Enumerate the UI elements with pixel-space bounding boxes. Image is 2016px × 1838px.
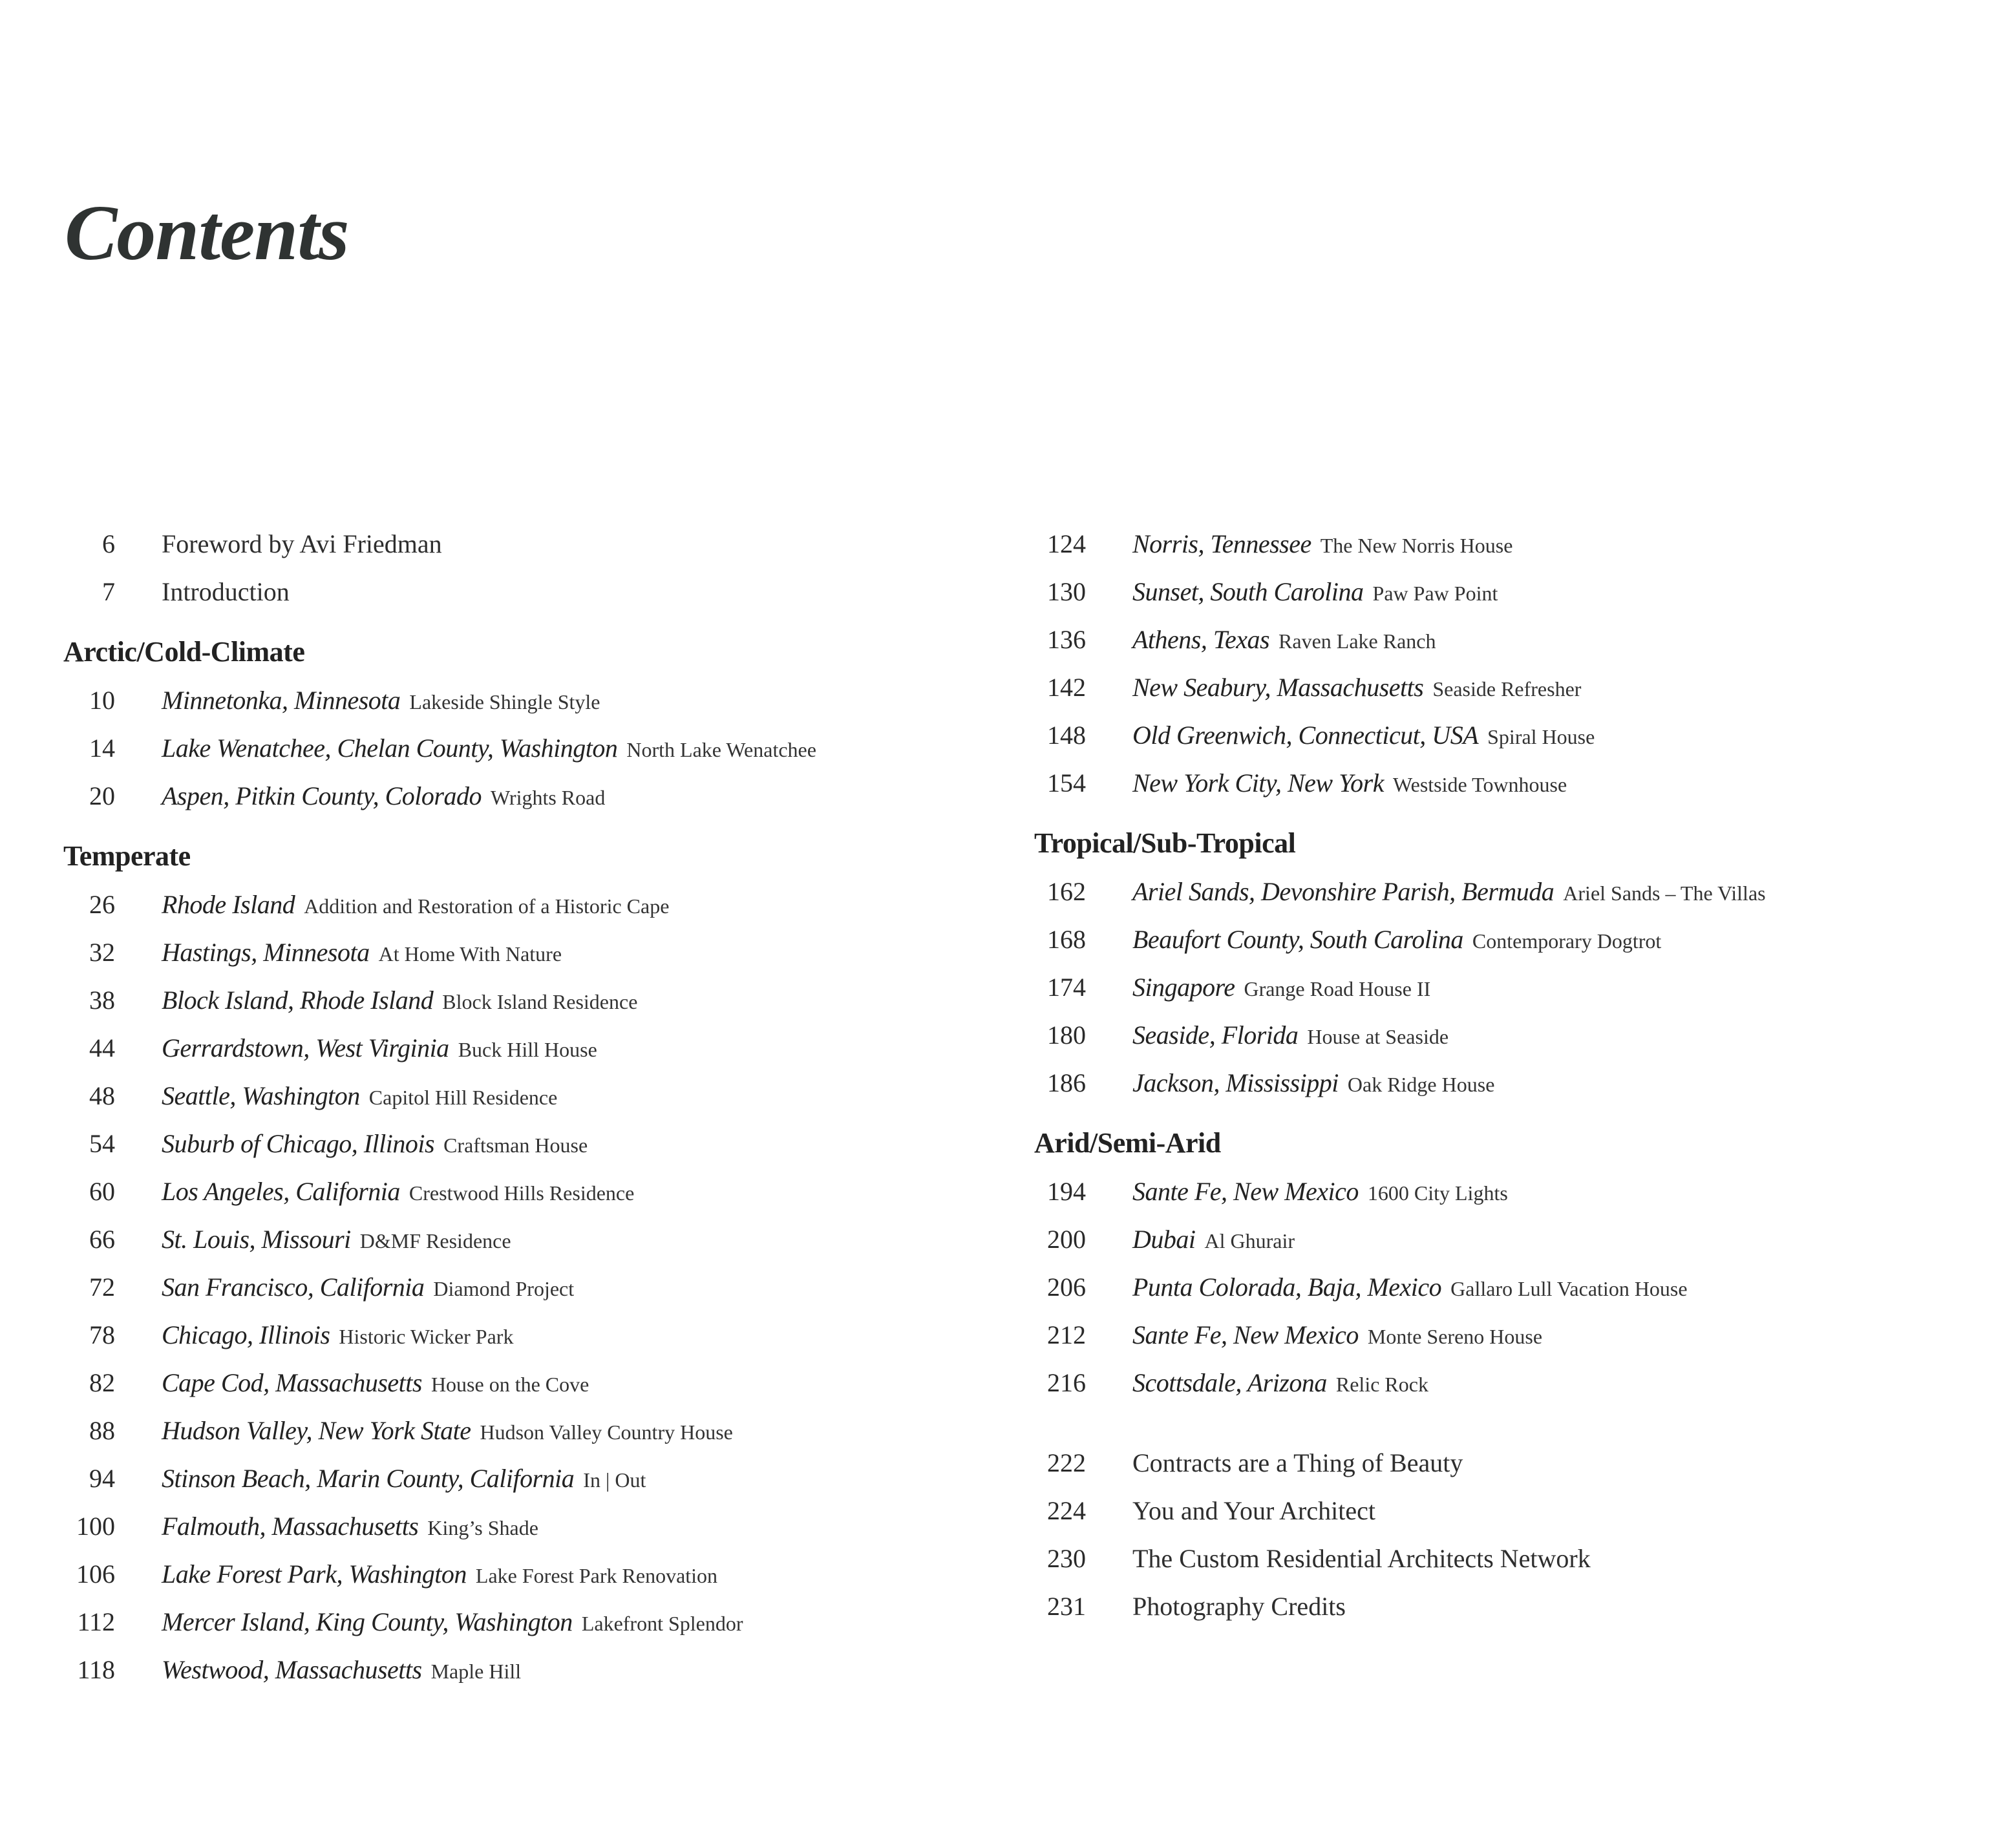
toc-entry[interactable] [1034, 568, 1971, 616]
page-number: 200 [1047, 1225, 1086, 1254]
entry-project: Spiral House [1487, 725, 1595, 748]
entry-location: Seaside, Florida [1132, 1020, 1299, 1050]
toc-entry-back-matter[interactable] [1034, 1439, 1971, 1487]
toc-entry[interactable] [63, 1120, 1001, 1168]
toc-entry[interactable] [63, 1503, 1001, 1550]
page-number: 186 [1047, 1068, 1086, 1097]
entry-project: Lake Forest Park Renovation [475, 1564, 718, 1587]
entry-project: Lakefront Splendor [581, 1612, 743, 1635]
entry-project: Hudson Valley Country House [480, 1421, 733, 1444]
toc-entry[interactable] [63, 724, 1001, 772]
page-number: 224 [1047, 1496, 1086, 1525]
entry-location: Sunset, South Carolina [1132, 577, 1364, 606]
page-number: 72 [89, 1273, 115, 1302]
entry-location: New York City, New York [1132, 768, 1384, 798]
page-number: 162 [1047, 877, 1086, 906]
entry-project: Westside Townhouse [1392, 773, 1567, 796]
page-number: 78 [89, 1320, 115, 1349]
entry-location: San Francisco, California [162, 1273, 425, 1302]
entry-project: Block Island Residence [442, 990, 638, 1013]
entry-location: Stinson Beach, Marin County, California [162, 1464, 575, 1493]
entry-project: The New Norris House [1320, 534, 1513, 557]
toc-entry-back-matter[interactable] [1034, 1583, 1971, 1631]
toc-entry[interactable] [1034, 1059, 1971, 1107]
entry-project: Al Ghurair [1204, 1229, 1295, 1252]
entry-project: Buck Hill House [458, 1038, 597, 1061]
page-number: 206 [1047, 1273, 1086, 1302]
entry-location: Lake Forest Park, Washington [162, 1559, 467, 1589]
entry-location: Jackson, Mississippi [1132, 1068, 1339, 1097]
page-number: 230 [1047, 1544, 1086, 1573]
entry-location: Gerrardstown, West Virginia [162, 1033, 449, 1062]
page-number: 7 [102, 577, 115, 606]
entry-location: New Seabury, Massachusetts [1132, 673, 1424, 702]
page-number: 118 [77, 1655, 115, 1684]
page-number: 174 [1047, 973, 1086, 1002]
toc-entry[interactable] [1034, 759, 1971, 807]
page-number: 26 [89, 890, 115, 919]
page-number: 82 [89, 1368, 115, 1397]
toc-entry[interactable] [63, 1263, 1001, 1311]
entry-project: Monte Sereno House [1367, 1325, 1543, 1348]
entry-project: Grange Road House II [1244, 977, 1431, 1000]
entry-project: Addition and Restoration of a Historic Cape [304, 894, 670, 918]
toc-entry[interactable] [1034, 712, 1971, 759]
entry-project: Maple Hill [430, 1660, 522, 1683]
toc-entry[interactable] [63, 1216, 1001, 1263]
page-number: 38 [89, 986, 115, 1015]
toc-entry[interactable] [63, 772, 1001, 820]
toc-entry[interactable] [63, 1359, 1001, 1407]
section-heading-temperate: Temperate [63, 840, 191, 872]
page-number: 44 [89, 1033, 115, 1062]
entry-location: Norris, Tennessee [1132, 529, 1311, 558]
entry-project: Contemporary Dogtrot [1472, 929, 1662, 953]
entry-location: Suburb of Chicago, Illinois [162, 1129, 435, 1158]
entry-location: Ariel Sands, Devonshire Parish, Bermuda [1132, 877, 1554, 906]
toc-entry[interactable] [1034, 916, 1971, 964]
entry-location: Punta Colorada, Baja, Mexico [1132, 1273, 1442, 1302]
entry-project: Craftsman House [443, 1134, 588, 1157]
toc-entry[interactable] [63, 1550, 1001, 1598]
page-number: 10 [89, 686, 115, 715]
page-number: 66 [89, 1225, 115, 1254]
entry-location: Sante Fe, New Mexico [1132, 1177, 1359, 1206]
toc-entry[interactable] [1034, 1359, 1971, 1407]
page-number: 180 [1047, 1020, 1086, 1050]
page-number: 14 [89, 734, 115, 763]
page-number: 142 [1047, 673, 1086, 702]
entry-project: Oak Ridge House [1347, 1073, 1495, 1096]
page-number: 88 [89, 1416, 115, 1445]
entry-location: Athens, Texas [1132, 625, 1270, 654]
page-number: 148 [1047, 721, 1086, 750]
entry-title: Photography Credits [1132, 1592, 1346, 1621]
entry-project: At Home With Nature [378, 942, 562, 966]
toc-entry[interactable] [1034, 1263, 1971, 1311]
entry-location: Dubai [1132, 1225, 1196, 1254]
page-number: 100 [76, 1512, 115, 1541]
toc-entry[interactable] [63, 929, 1001, 977]
entry-title: Contracts are a Thing of Beauty [1132, 1448, 1463, 1477]
entry-title: Introduction [162, 577, 290, 606]
toc-entry[interactable] [1034, 520, 1971, 568]
entry-project: North Lake Wenatchee [626, 738, 816, 761]
toc-entry[interactable] [1034, 664, 1971, 712]
page-number: 54 [89, 1129, 115, 1158]
toc-left-column [63, 520, 1001, 1694]
entry-project: Gallaro Lull Vacation House [1450, 1277, 1688, 1300]
toc-entry-foreword[interactable] [63, 520, 1001, 568]
entry-project: Seaside Refresher [1432, 677, 1582, 701]
page-number: 168 [1047, 925, 1086, 954]
toc-entry[interactable] [1034, 1216, 1971, 1263]
page-number: 94 [89, 1464, 115, 1493]
toc-entry[interactable] [1034, 964, 1971, 1011]
page-number: 194 [1047, 1177, 1086, 1206]
entry-project: Crestwood Hills Residence [409, 1181, 635, 1205]
page-number: 130 [1047, 577, 1086, 606]
page-number: 60 [89, 1177, 115, 1206]
section-heading-tropical: Tropical/Sub-Tropical [1034, 827, 1296, 859]
entry-location: Hudson Valley, New York State [162, 1416, 471, 1445]
entry-project: 1600 City Lights [1367, 1181, 1508, 1205]
toc-entry[interactable] [63, 1646, 1001, 1694]
entry-location: Aspen, Pitkin County, Colorado [162, 781, 482, 810]
entry-title: Foreword by Avi Friedman [162, 529, 442, 558]
entry-project: Relic Rock [1335, 1373, 1428, 1396]
entry-project: Raven Lake Ranch [1279, 629, 1436, 653]
toc-entry[interactable] [63, 1024, 1001, 1072]
page-number: 48 [89, 1081, 115, 1110]
toc-entry[interactable] [1034, 616, 1971, 664]
entry-project: Lakeside Shingle Style [409, 690, 600, 713]
entry-location: Falmouth, Massachusetts [162, 1512, 419, 1541]
page-number: 124 [1047, 529, 1086, 558]
page-number: 6 [102, 529, 115, 558]
section-spacer [1034, 1407, 1971, 1439]
entry-location: Lake Wenatchee, Chelan County, Washington [162, 734, 618, 763]
entry-location: Rhode Island [162, 890, 295, 919]
page-number: 212 [1047, 1320, 1086, 1349]
entry-location: Los Angeles, California [162, 1177, 400, 1206]
toc-entry[interactable] [63, 677, 1001, 724]
toc-entry[interactable] [63, 1311, 1001, 1359]
page-number: 231 [1047, 1592, 1086, 1621]
toc-entry[interactable] [1034, 1011, 1971, 1059]
entry-project: Wrights Road [490, 786, 606, 809]
entry-location: Minnetonka, Minnesota [162, 686, 401, 715]
page-number: 112 [77, 1607, 115, 1636]
toc-entry[interactable] [1034, 1168, 1971, 1216]
toc-entry-introduction[interactable] [63, 568, 1001, 616]
toc-entry[interactable] [63, 1455, 1001, 1503]
page-number: 154 [1047, 768, 1086, 798]
page-number: 106 [76, 1559, 115, 1589]
entry-project: D&MF Residence [359, 1229, 511, 1252]
entry-project: Capitol Hill Residence [368, 1086, 558, 1109]
entry-location: Block Island, Rhode Island [162, 986, 434, 1015]
entry-location: Seattle, Washington [162, 1081, 360, 1110]
entry-project: House at Seaside [1307, 1025, 1449, 1048]
toc-entry[interactable] [1034, 868, 1971, 916]
page-title: Contents [65, 189, 349, 277]
entry-location: Hastings, Minnesota [162, 938, 370, 967]
toc-entry[interactable] [63, 977, 1001, 1024]
entry-location: Singapore [1132, 973, 1235, 1002]
entry-location: Westwood, Massachusetts [162, 1655, 422, 1684]
entry-location: Scottsdale, Arizona [1132, 1368, 1327, 1397]
entry-project: In | Out [583, 1468, 646, 1492]
entry-project: Paw Paw Point [1372, 582, 1498, 605]
page-number: 216 [1047, 1368, 1086, 1397]
page-number: 20 [89, 781, 115, 810]
entry-location: Mercer Island, King County, Washington [162, 1607, 573, 1636]
toc-entry[interactable] [63, 881, 1001, 929]
entry-project: Ariel Sands – The Villas [1563, 882, 1766, 905]
section-heading-arctic: Arctic/Cold-Climate [63, 636, 305, 668]
toc-entry-back-matter[interactable] [1034, 1487, 1971, 1535]
entry-location: Sante Fe, New Mexico [1132, 1320, 1359, 1349]
entry-title: The Custom Residential Architects Network [1132, 1544, 1591, 1573]
entry-location: Beaufort County, South Carolina [1132, 925, 1463, 954]
section-heading-arid: Arid/Semi-Arid [1034, 1127, 1221, 1159]
toc-entry[interactable] [63, 1598, 1001, 1646]
entry-project: House on the Cove [430, 1373, 589, 1396]
entry-project: Diamond Project [433, 1277, 575, 1300]
toc-entry[interactable] [63, 1407, 1001, 1455]
entry-title: You and Your Architect [1132, 1496, 1375, 1525]
entry-location: Chicago, Illinois [162, 1320, 330, 1349]
toc-entry-back-matter[interactable] [1034, 1535, 1971, 1583]
page-number: 136 [1047, 625, 1086, 654]
toc-entry[interactable] [1034, 1311, 1971, 1359]
page-number: 222 [1047, 1448, 1086, 1477]
toc-entry[interactable] [63, 1168, 1001, 1216]
toc-right-column [1034, 520, 1971, 1631]
toc-entry[interactable] [63, 1072, 1001, 1120]
entry-location: Cape Cod, Massachusetts [162, 1368, 422, 1397]
entry-location: St. Louis, Missouri [162, 1225, 351, 1254]
entry-project: Historic Wicker Park [339, 1325, 514, 1348]
page-number: 32 [89, 938, 115, 967]
entry-location: Old Greenwich, Connecticut, USA [1132, 721, 1479, 750]
entry-project: King’s Shade [427, 1516, 538, 1539]
